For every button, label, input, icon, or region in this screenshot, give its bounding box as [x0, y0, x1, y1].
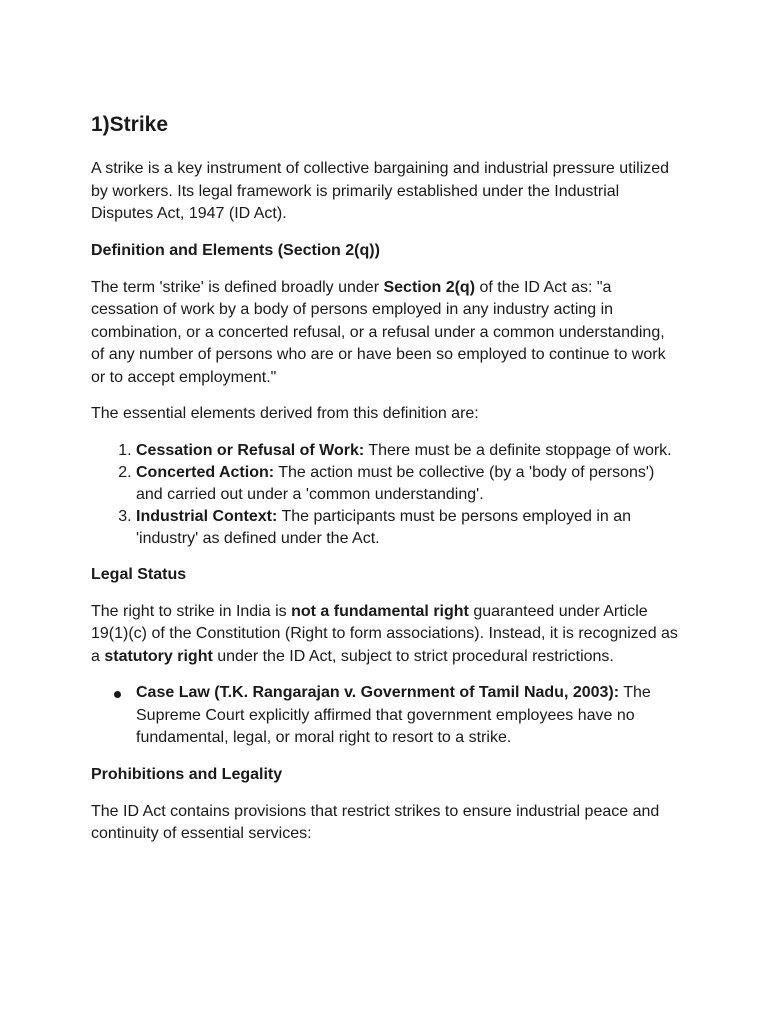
- case-law-text: The Supreme Court explicitly affirmed that government employees have no fundamental, legal, or moral right to resort to a strike.: [136, 684, 651, 746]
- list-item: [136, 440, 680, 462]
- page-title: 1)Strike: [91, 113, 169, 136]
- element-label: Cessation or Refusal of Work:: [136, 441, 365, 459]
- definition-paragraph: [91, 277, 680, 390]
- elements-intro: The essential elements derived from this definition are:: [91, 405, 479, 422]
- legal-text-a: The right to strike in India is: [91, 602, 292, 620]
- section-heading-definition: Definition and Elements (Section 2(q)): [91, 241, 380, 259]
- legal-emphasis-fundamental: not a fundamental right: [291, 602, 469, 620]
- legal-emphasis-statutory: statutory right: [104, 647, 213, 665]
- element-text: The action must be collective (by a 'body of persons') and carried out under a 'common understanding'.: [136, 463, 655, 503]
- section-heading-legal-status: Legal Status: [91, 565, 187, 583]
- legal-text-e: under the ID Act, subject to strict procedural restrictions.: [212, 647, 614, 665]
- legal-text-c: guaranteed under Article 19(1)(c) of the Constitution (Right to form associations). Instead, it is recognized as a: [91, 602, 678, 665]
- element-label: Concerted Action:: [136, 463, 275, 481]
- element-text: There must be a definite stoppage of work.: [364, 441, 672, 459]
- element-text: The participants must be persons employed in an 'industry' as defined under the Act.: [136, 507, 632, 547]
- list-item: [136, 682, 680, 750]
- list-item: [136, 462, 680, 506]
- definition-text-post: of the ID Act as: "a cessation of work by a body of persons employed in any industry acting in combination, or a concerted refusal, or a refusal under a common understanding, of any number of persons who are or have been so employed to continue to work or to accept employment.": [91, 278, 666, 386]
- case-law-list: [91, 682, 680, 750]
- definition-text-pre: The term 'strike' is defined broadly under: [91, 278, 384, 296]
- list-item: [136, 506, 680, 550]
- legal-status-paragraph: [91, 601, 680, 669]
- element-label: Industrial Context:: [136, 507, 278, 525]
- prohibitions-paragraph: The ID Act contains provisions that restrict strikes to ensure industrial peace and continuity of essential services:: [91, 802, 660, 842]
- elements-list: [91, 440, 680, 550]
- case-law-label: Case Law (T.K. Rangarajan v. Government of Tamil Nadu, 2003):: [136, 684, 620, 701]
- section-heading-prohibitions: Prohibitions and Legality: [91, 765, 283, 783]
- bullet-icon: [114, 691, 121, 698]
- intro-paragraph: A strike is a key instrument of collective bargaining and industrial pressure utilized by workers. Its legal framework is primarily established under the Industrial Disputes Act, 1947 (ID Act).: [91, 160, 670, 222]
- definition-section-ref: Section 2(q): [383, 278, 476, 296]
